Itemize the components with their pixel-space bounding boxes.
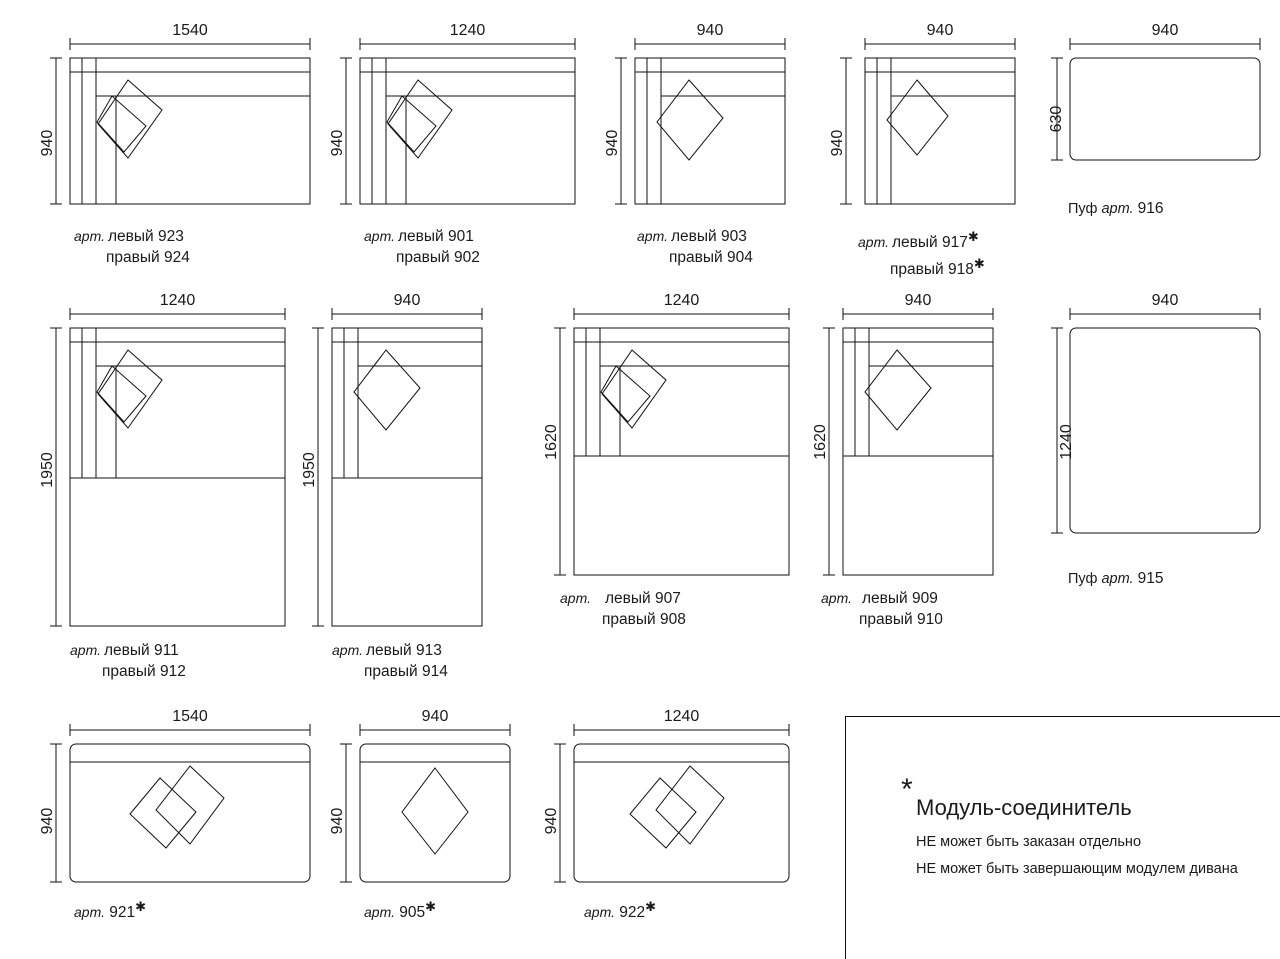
caption-901 [364, 226, 480, 268]
note-star-icon: * [901, 773, 913, 806]
pouf-915-name: Пуф [1068, 571, 1098, 587]
caption-917 [858, 226, 985, 280]
dimension-width-901: 1240 [449, 22, 486, 39]
dimension-width-913: 940 [393, 292, 421, 309]
caption-911 [70, 640, 186, 682]
note-title: Модуль-соединитель [916, 795, 1132, 820]
module-917 [790, 0, 1060, 279]
module-922 [512, 700, 812, 955]
dimension-height-913: 1950 [301, 452, 318, 488]
art-label-903: арт. [637, 228, 668, 244]
pouf-915-code: 915 [1137, 570, 1164, 587]
art-label-921: арт. [74, 904, 105, 921]
art-label-922: арт. [584, 904, 615, 921]
connector-note-box [845, 716, 1280, 959]
module-913 [262, 278, 522, 698]
dimension-width-916: 940 [1151, 22, 1179, 39]
art-label-907: арт. [560, 590, 591, 606]
dimension-width-917: 940 [926, 22, 954, 39]
module-923-line2: правый 924 [106, 249, 190, 266]
module-907-line2: правый 908 [602, 611, 686, 628]
dimension-height-905: 940 [329, 807, 346, 835]
module-903-line1: левый 903 [670, 228, 747, 245]
caption-907 [560, 588, 686, 630]
module-901-line1: левый 901 [397, 228, 474, 245]
module-911-line1: левый 911 [103, 642, 179, 659]
art-label-909: арт. [821, 590, 852, 606]
module-909 [785, 278, 1045, 658]
module-909-line1: левый 909 [861, 590, 938, 607]
dimension-height-923: 940 [39, 129, 56, 157]
dimension-width-921: 1540 [172, 708, 208, 725]
module-917-line1: левый 917 [891, 234, 968, 252]
star-marker-921: ✱ [135, 899, 147, 914]
art-label-905: арт. [364, 904, 395, 921]
dimension-height-907: 1620 [543, 424, 560, 460]
dimension-height-903: 940 [604, 129, 621, 157]
art-label-923: арт. [74, 228, 105, 244]
note-line-2: НЕ может быть завершающим модулем дивана [916, 861, 1238, 877]
art-label-913: арт. [332, 642, 363, 658]
caption-905 [364, 896, 436, 923]
art-label-911: арт. [70, 642, 101, 658]
caption-921 [74, 896, 146, 923]
pouf-915-label [1068, 568, 1163, 590]
dimension-width-922: 1240 [663, 708, 700, 725]
dimension-height-911: 1950 [39, 452, 56, 488]
module-915 [1035, 278, 1280, 638]
module-909-line2: правый 910 [859, 611, 943, 628]
dimension-width-907: 1240 [663, 292, 700, 309]
dimension-width-923: 1540 [172, 22, 208, 39]
dimension-width-915: 940 [1151, 292, 1179, 309]
dimension-height-916: 630 [1048, 105, 1065, 133]
module-923-line1: левый 923 [107, 228, 184, 245]
dimension-height-901: 940 [329, 129, 346, 157]
art-label-915: арт. [1101, 571, 1134, 587]
pouf-916-name: Пуф [1068, 201, 1098, 217]
module-911-line2: правый 912 [102, 663, 186, 680]
star-marker-918: ✱ [973, 256, 985, 272]
caption-903 [637, 226, 753, 268]
module-901-line2: правый 902 [396, 249, 480, 266]
dimension-width-905: 940 [421, 708, 449, 725]
module-923 [0, 0, 320, 270]
module-903-line2: правый 904 [669, 249, 753, 266]
pouf-916-label [1068, 198, 1163, 220]
caption-913 [332, 640, 448, 682]
caption-922 [584, 896, 656, 923]
star-marker-922: ✱ [645, 899, 657, 914]
module-901 [290, 0, 590, 270]
art-label-917: арт. [858, 234, 889, 251]
star-marker-917: ✱ [967, 229, 979, 244]
dimension-height-917: 940 [829, 129, 846, 157]
caption-909 [821, 588, 943, 630]
dimension-height-922: 940 [543, 807, 560, 835]
module-907-line1: левый 907 [604, 590, 681, 607]
module-922-code: 922 [619, 904, 646, 922]
module-913-line1: левый 913 [365, 642, 442, 659]
caption-923 [74, 226, 190, 268]
dimension-height-909: 1620 [812, 424, 829, 460]
dimension-width-903: 940 [696, 22, 724, 39]
dimension-width-909: 940 [904, 292, 932, 309]
module-913-line2: правый 914 [364, 663, 448, 680]
module-921 [0, 700, 320, 955]
module-905 [290, 700, 550, 955]
dimension-height-921: 940 [39, 807, 56, 835]
art-label-916: арт. [1101, 201, 1134, 217]
module-921-code: 921 [109, 904, 136, 922]
art-label-901: арт. [364, 228, 395, 244]
dimension-width-911: 1240 [159, 292, 196, 309]
pouf-916-code: 916 [1137, 200, 1164, 217]
module-907 [512, 278, 812, 658]
note-line-1: НЕ может быть заказан отдельно [916, 834, 1142, 850]
module-905-code: 905 [399, 904, 426, 922]
module-916 [1035, 0, 1280, 270]
module-911 [0, 278, 300, 698]
module-917-line2: правый 918 [890, 261, 974, 279]
star-marker-905: ✱ [425, 899, 437, 914]
dimension-height-915: 1240 [1058, 424, 1075, 460]
